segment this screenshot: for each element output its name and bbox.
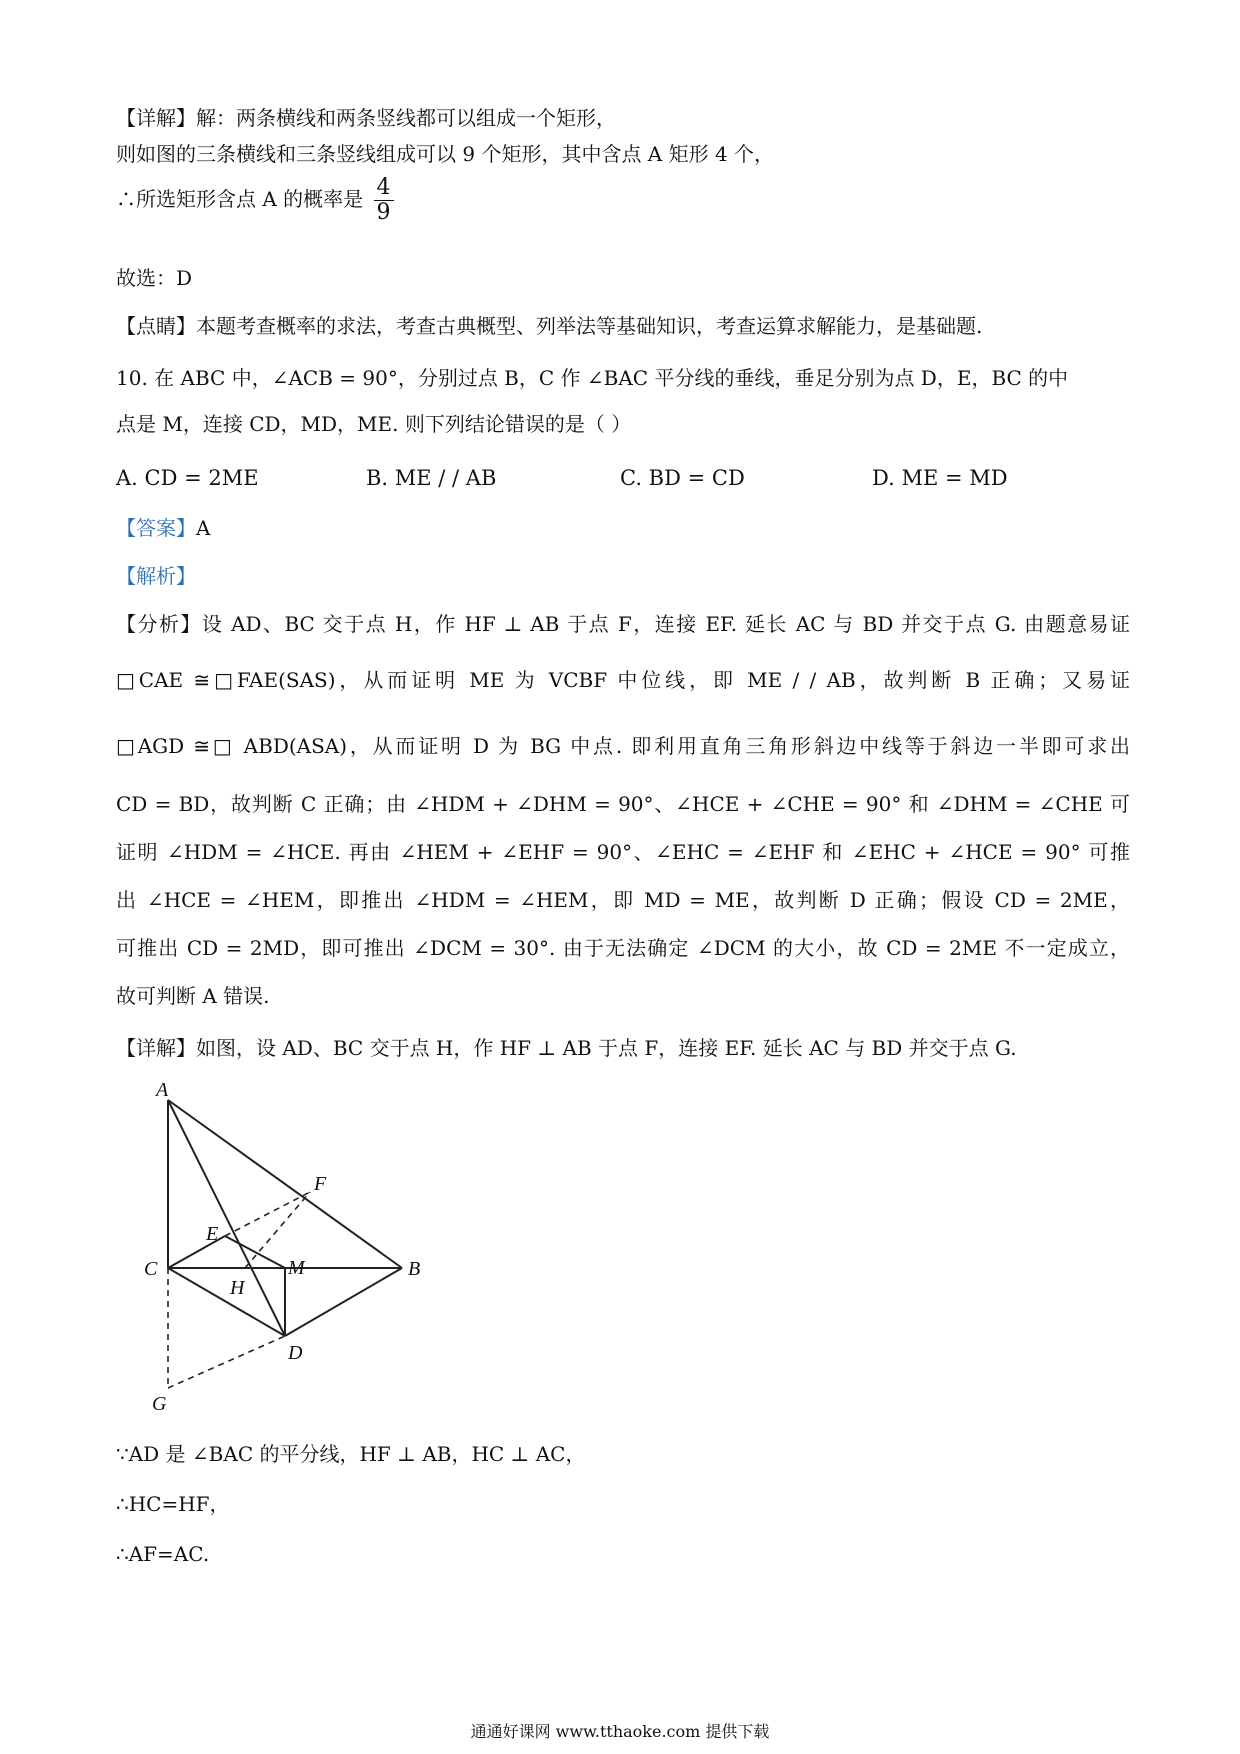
segment-em [225, 1236, 285, 1268]
point-b-label: B [408, 1258, 421, 1280]
analysis-line-3: □AGD ≅□ ABD(ASA)，从而证明 D 为 BG 中点. 即利用直角三角形斜边中线等于斜边一半即可求出 [116, 734, 1130, 758]
point-c-label: C [144, 1258, 158, 1280]
segment-ad [168, 1100, 285, 1336]
choice-line: 故选：D [116, 266, 193, 290]
detail-line-2: 则如图的三条横线和三条竖线组成可以 9 个矩形，其中含点 A 矩形 4 个， [116, 142, 775, 166]
segment-ab [168, 1100, 402, 1268]
reason-line-1: ∵AD 是 ∠BAC 的平分线，HF ⊥ AB，HC ⊥ AC， [116, 1442, 586, 1466]
analysis-line-5: 证明 ∠HDM = ∠HCE. 再由 ∠HEM + ∠EHF = 90°、∠EHC = ∠EHF 和 ∠EHC + ∠HCE = 90° 可推 [116, 840, 1130, 864]
geometry-figure [130, 1076, 440, 1416]
probability-fraction [374, 176, 394, 225]
footer-watermark: 通通好课网 www.tthaoke.com 提供下载 [470, 1722, 770, 1741]
point-m-label: M [288, 1257, 305, 1279]
point-f-label: F [314, 1173, 327, 1195]
analysis-line-6: 出 ∠HCE = ∠HEM，即推出 ∠HDM = ∠HEM，即 MD = ME，故判断 D 正确；假设 CD = 2ME， [116, 888, 1130, 912]
point-g-label: G [152, 1393, 167, 1415]
fraction-numerator: 4 [374, 176, 394, 201]
detail-intro-line: 【详解】如图，设 AD、BC 交于点 H，作 HF ⊥ AB 于点 F，连接 EF. 延长 AC 与 BD 并交于点 G. [116, 1036, 1017, 1060]
point-a-label: A [156, 1079, 169, 1101]
option-b: B. ME / / AB [366, 466, 497, 490]
point-d-label: D [288, 1342, 303, 1364]
analysis-line-4: CD = BD，故判断 C 正确；由 ∠HDM + ∠DHM = 90°、∠HCE + ∠CHE = 90° 和 ∠DHM = ∠CHE 可 [116, 792, 1130, 816]
reason-line-2: ∴HC=HF， [116, 1492, 230, 1516]
point-e-label: E [206, 1223, 219, 1245]
question-stem-line-2: 点是 M，连接 CD，MD，ME. 则下列结论错误的是（ ） [116, 412, 632, 436]
option-d: D. ME = MD [872, 466, 1008, 490]
analysis-line-8: 故可判断 A 错误. [116, 984, 270, 1008]
dashed-gd [168, 1336, 285, 1388]
probability-prefix: ∴所选矩形含点 A 的概率是 [116, 187, 364, 211]
probability-line [116, 176, 394, 225]
dashed-ef [225, 1192, 310, 1236]
fraction-denominator: 9 [376, 200, 391, 225]
detail-line-1: 【详解】解：两条横线和两条竖线都可以组成一个矩形， [116, 106, 616, 130]
answer-label: 【答案】 [116, 516, 196, 540]
option-a: A. CD = 2ME [116, 466, 259, 490]
comment-line: 【点睛】本题考查概率的求法，考查古典概型、列举法等基础知识，考查运算求解能力，是基础题. [116, 314, 983, 338]
point-h-label: H [230, 1277, 245, 1299]
answer-line [116, 514, 210, 542]
reason-line-3: ∴AF=AC. [116, 1542, 210, 1566]
analysis-label: 【解析】 [116, 564, 196, 588]
question-stem-line-1: 10. 在 ABC 中，∠ACB = 90°，分别过点 B，C 作 ∠BAC 平分线的垂线，垂足分别为点 D，E，BC 的中 [116, 366, 1069, 390]
answer-value: A [196, 516, 211, 540]
analysis-line-1: 【分析】设 AD、BC 交于点 H，作 HF ⊥ AB 于点 F，连接 EF. 延长 AC 与 BD 并交于点 G. 由题意易证 [116, 612, 1130, 636]
analysis-line-7: 可推出 CD = 2MD，即可推出 ∠DCM = 30°. 由于无法确定 ∠DCM 的大小，故 CD = 2ME 不一定成立， [116, 936, 1130, 960]
option-c: C. BD = CD [620, 466, 745, 490]
analysis-line-2: □CAE ≅□FAE(SAS)，从而证明 ME 为 VCBF 中位线，即 ME / / AB，故判断 B 正确；又易证 [116, 668, 1130, 692]
